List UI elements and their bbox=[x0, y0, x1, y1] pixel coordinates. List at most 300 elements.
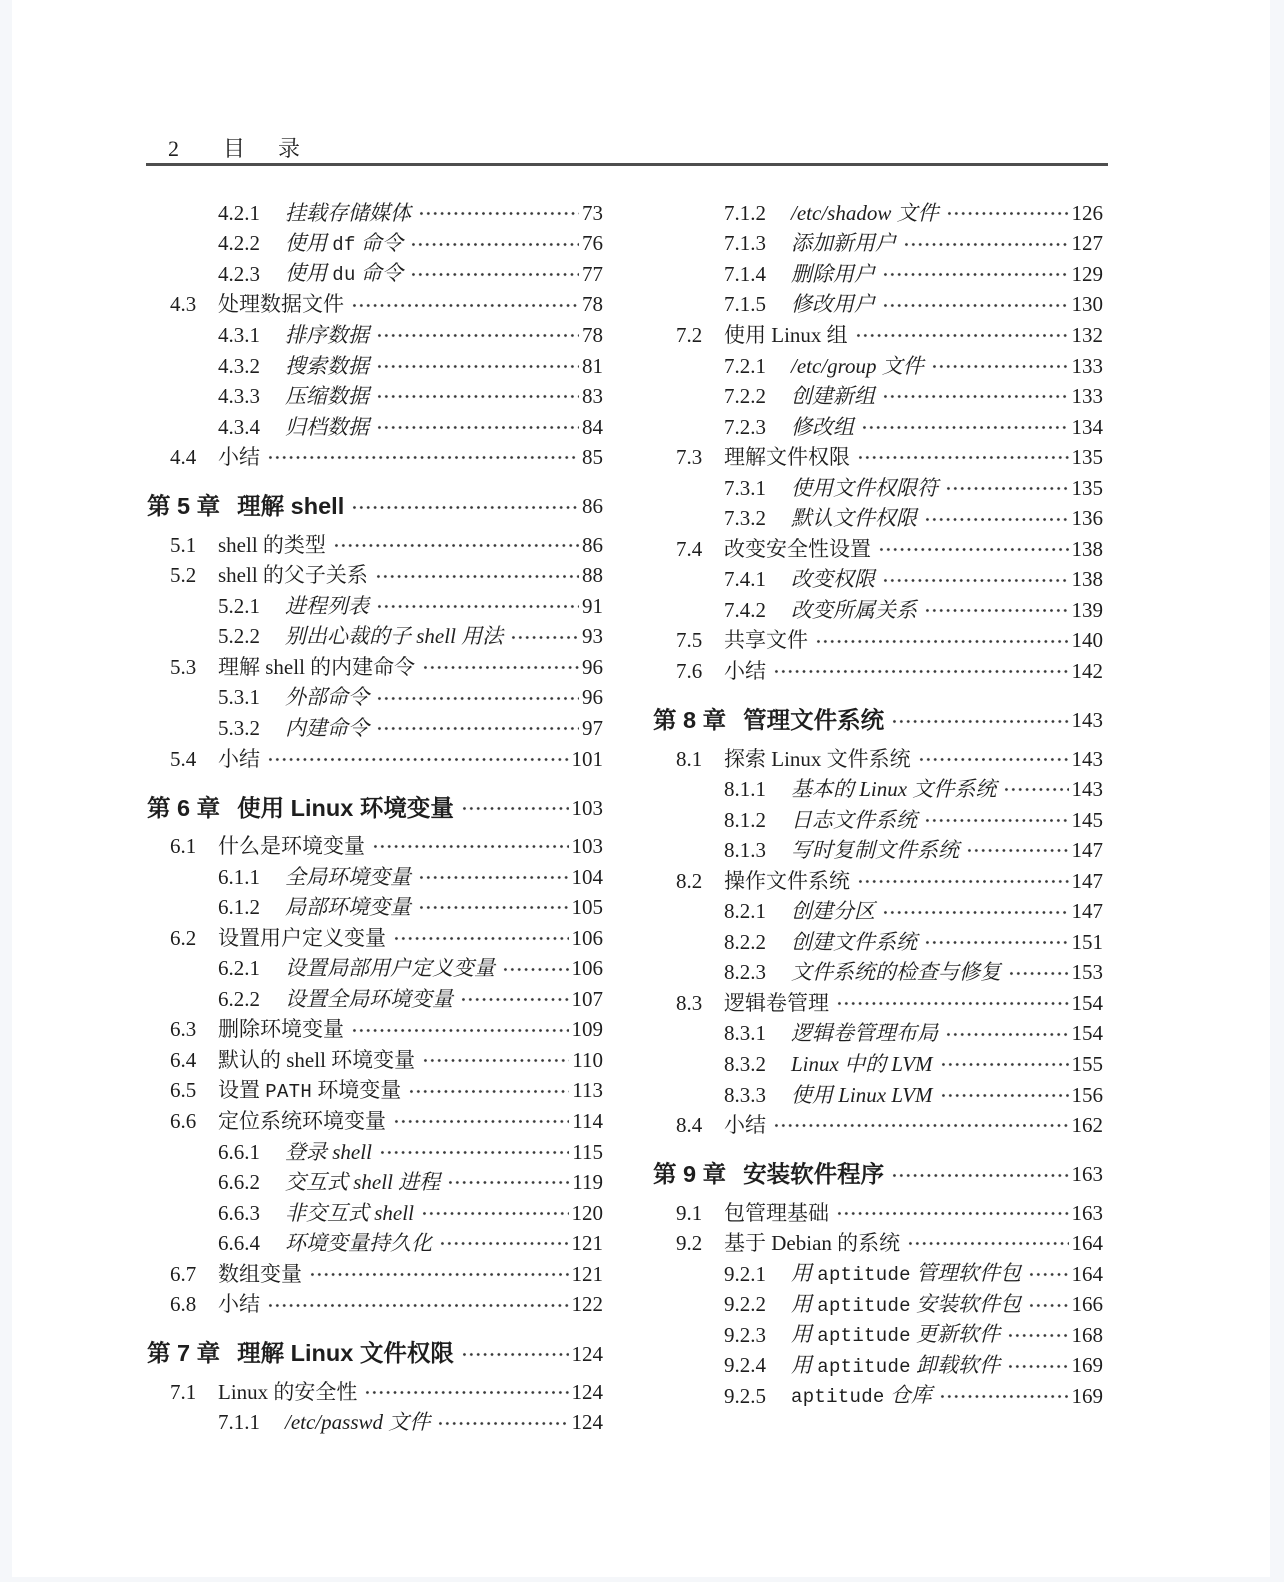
toc-entry-title: 小结 bbox=[724, 1113, 766, 1138]
header-title bbox=[223, 136, 300, 161]
toc-entry-number: 8.3.1 bbox=[724, 1021, 766, 1046]
toc-page-number: 93 bbox=[582, 624, 603, 649]
toc-leader-dots bbox=[460, 984, 569, 1015]
toc-entry-title: 局部环境变量 bbox=[285, 895, 411, 920]
toc-row bbox=[652, 1198, 1103, 1229]
toc-entry-title: 添加新用户 bbox=[791, 231, 896, 256]
toc-page-number: 91 bbox=[582, 593, 603, 618]
toc-page-number: 154 bbox=[1071, 1021, 1103, 1046]
toc-entry-title: 用 aptitude 卸载软件 bbox=[791, 1352, 1001, 1378]
toc-page-number: 107 bbox=[571, 986, 603, 1011]
toc-entry-number: 4.2.3 bbox=[218, 261, 260, 286]
toc-page-number: 135 bbox=[1071, 445, 1103, 470]
toc-entry-number: 6.1 bbox=[170, 834, 197, 859]
toc-row bbox=[146, 591, 603, 622]
toc-row bbox=[652, 927, 1103, 958]
toc-entry-number: 7.2.3 bbox=[724, 414, 766, 439]
toc-entry-number: 7.1.2 bbox=[724, 200, 766, 225]
toc-row bbox=[146, 381, 603, 412]
toc-page-number: 124 bbox=[571, 1379, 603, 1404]
toc-leader-dots bbox=[924, 927, 1069, 958]
toc-row bbox=[146, 1259, 603, 1290]
toc-entry-number: 8.3.2 bbox=[724, 1051, 766, 1076]
inline-code: df bbox=[332, 233, 356, 256]
toc-entry-number: 8.1 bbox=[676, 746, 703, 771]
toc-leader-dots bbox=[461, 1336, 569, 1372]
toc-entry-title: 排序数据 bbox=[285, 322, 369, 347]
toc-leader-dots bbox=[418, 198, 579, 229]
toc-leader-dots bbox=[418, 862, 569, 893]
toc-entry-number: 5.4 bbox=[170, 746, 197, 771]
toc-entry-number: 5.1 bbox=[170, 532, 197, 557]
toc-entry-title: 使用 df 命令 bbox=[285, 230, 403, 256]
toc-leader-dots bbox=[502, 953, 569, 984]
toc-entry-title: 删除用户 bbox=[791, 261, 875, 286]
toc-entry-title: 用 aptitude 管理软件包 bbox=[791, 1261, 1022, 1287]
document-page bbox=[12, 0, 1270, 1577]
toc-entry-number: 9.2.2 bbox=[724, 1292, 766, 1317]
inline-code: aptitude bbox=[791, 1386, 885, 1409]
toc-page-number: 145 bbox=[1071, 807, 1103, 832]
toc-entry-number: 7.3.2 bbox=[724, 506, 766, 531]
toc-row bbox=[146, 320, 603, 351]
header-page-number: 2 bbox=[168, 136, 179, 161]
toc-row bbox=[652, 229, 1103, 260]
toc-leader-dots bbox=[376, 381, 579, 412]
toc-page-number: 78 bbox=[582, 292, 603, 317]
toc-entry-title: 默认的 shell 环境变量 bbox=[218, 1047, 416, 1072]
toc-leader-dots bbox=[309, 1259, 569, 1290]
toc-row bbox=[652, 1259, 1103, 1290]
toc-entry-number: 7.2.2 bbox=[724, 384, 766, 409]
header-title-char: 录 bbox=[278, 136, 301, 161]
toc-leader-dots bbox=[836, 988, 1069, 1019]
toc-page-number: 81 bbox=[582, 353, 603, 378]
toc-entry-title: 登录 shell bbox=[285, 1139, 372, 1164]
toc-page-number: 126 bbox=[1071, 200, 1103, 225]
toc-row bbox=[146, 1076, 603, 1107]
toc-entry-number: 6.6.4 bbox=[218, 1231, 260, 1256]
toc-page-number: 84 bbox=[582, 414, 603, 439]
toc-row bbox=[146, 683, 603, 714]
toc-leader-dots bbox=[1028, 1290, 1068, 1321]
toc-entry-title: 什么是环境变量 bbox=[218, 834, 365, 859]
toc-leader-dots bbox=[882, 381, 1069, 412]
toc-page-number: 130 bbox=[1071, 292, 1103, 317]
toc-entry-number: 5.2.2 bbox=[218, 624, 260, 649]
toc-entry-title: 归档数据 bbox=[285, 414, 369, 439]
toc-leader-dots bbox=[945, 473, 1069, 504]
toc-entry-title: 设置用户定义变量 bbox=[218, 925, 386, 950]
toc-leader-dots bbox=[393, 1106, 569, 1137]
toc-entry-number: 7.1 bbox=[170, 1379, 197, 1404]
toc-leader-dots bbox=[1003, 774, 1068, 805]
toc-leader-dots bbox=[376, 320, 579, 351]
header-title-char: 目 bbox=[223, 136, 246, 161]
toc-row bbox=[146, 259, 603, 290]
toc-entry-title: 压缩数据 bbox=[285, 384, 369, 409]
toc-row bbox=[652, 805, 1103, 836]
toc-leader-dots bbox=[267, 1290, 569, 1321]
toc-entry-title: 修改用户 bbox=[791, 292, 875, 317]
toc-entry-title: 理解 Linux 文件权限 bbox=[237, 1340, 454, 1367]
toc-entry-title: 创建文件系统 bbox=[791, 929, 917, 954]
toc-entry-number: 6.2.1 bbox=[218, 956, 260, 981]
toc-leader-dots bbox=[1007, 1320, 1068, 1351]
toc-leader-dots bbox=[882, 565, 1069, 596]
toc-entry-title: 理解 shell bbox=[237, 493, 345, 520]
toc-leader-dots bbox=[333, 530, 579, 561]
toc-row bbox=[146, 1045, 603, 1076]
toc-leader-dots bbox=[439, 1228, 569, 1259]
toc-leader-dots bbox=[376, 351, 579, 382]
toc-page-number: 86 bbox=[582, 532, 603, 557]
toc-entry-title: 理解文件权限 bbox=[724, 445, 850, 470]
toc-entry-number: 6.6.1 bbox=[218, 1139, 260, 1164]
toc-page-number: 96 bbox=[582, 654, 603, 679]
toc-entry-title: 使用 Linux 组 bbox=[724, 322, 848, 347]
toc-page-number: 121 bbox=[571, 1261, 603, 1286]
toc-entry-number: 第 9 章 bbox=[653, 1161, 727, 1188]
toc-leader-dots bbox=[903, 229, 1069, 260]
toc-entry-title: 改变安全性设置 bbox=[724, 536, 871, 561]
toc-row bbox=[652, 896, 1103, 927]
toc-entry-number: 6.6.2 bbox=[218, 1170, 260, 1195]
toc-leader-dots bbox=[376, 713, 579, 744]
toc-entry-number: 6.3 bbox=[170, 1017, 197, 1042]
toc-entry-number: 8.2.1 bbox=[724, 899, 766, 924]
toc-entry-number: 5.3 bbox=[170, 654, 197, 679]
toc-page-number: 86 bbox=[582, 494, 603, 519]
toc-entry-number: 4.3.2 bbox=[218, 353, 260, 378]
toc-leader-dots bbox=[418, 892, 569, 923]
toc-page-number: 103 bbox=[571, 795, 603, 820]
toc-row bbox=[652, 1157, 1103, 1193]
toc-entry-number: 4.4 bbox=[170, 445, 197, 470]
toc-entry-number: 6.5 bbox=[170, 1078, 197, 1103]
toc-entry-title: 使用 du 命令 bbox=[285, 261, 403, 287]
toc-entry-number: 6.1.2 bbox=[218, 895, 260, 920]
toc-leader-dots bbox=[351, 290, 579, 321]
toc-leader-dots bbox=[408, 1076, 569, 1107]
toc-entry-title: 改变所属关系 bbox=[791, 597, 917, 622]
toc-entry-title: 非交互式 shell bbox=[285, 1200, 414, 1225]
toc-row bbox=[146, 1228, 603, 1259]
toc-page-number: 168 bbox=[1071, 1322, 1103, 1347]
toc-row bbox=[146, 412, 603, 443]
toc-leader-dots bbox=[372, 831, 569, 862]
toc-row bbox=[146, 923, 603, 954]
inline-code: aptitude bbox=[817, 1325, 911, 1348]
inline-code: du bbox=[332, 264, 356, 287]
toc-entry-number: 4.3.3 bbox=[218, 384, 260, 409]
toc-leader-dots bbox=[855, 320, 1069, 351]
toc-page-number: 163 bbox=[1071, 1162, 1103, 1187]
toc-row bbox=[146, 1198, 603, 1229]
toc-row bbox=[146, 862, 603, 893]
toc-entry-title: 小结 bbox=[218, 1292, 260, 1317]
toc-entry-title: 设置 PATH 环境变量 bbox=[218, 1077, 402, 1103]
toc-page-number: 121 bbox=[571, 1231, 603, 1256]
toc-entry-title: 删除环境变量 bbox=[218, 1017, 344, 1042]
toc-row bbox=[652, 866, 1103, 897]
toc-entry-title: 基本的 Linux 文件系统 bbox=[791, 777, 997, 802]
toc-entry-number: 8.4 bbox=[676, 1113, 703, 1138]
toc-page-number: 106 bbox=[571, 925, 603, 950]
toc-row bbox=[146, 1290, 603, 1321]
toc-page-number: 151 bbox=[1071, 929, 1103, 954]
toc-page-number: 124 bbox=[571, 1341, 603, 1366]
toc-leader-dots bbox=[939, 1381, 1069, 1412]
toc-entry-number: 4.3.1 bbox=[218, 322, 260, 347]
toc-page-number: 77 bbox=[582, 261, 603, 286]
toc-leader-dots bbox=[376, 412, 579, 443]
toc-entry-title: 定位系统环境变量 bbox=[218, 1108, 386, 1133]
toc-row bbox=[146, 560, 603, 591]
toc-entry-number: 4.3 bbox=[170, 292, 197, 317]
toc-entry-title: 小结 bbox=[218, 445, 260, 470]
toc-page-number: 154 bbox=[1071, 990, 1103, 1015]
toc-page-number: 138 bbox=[1071, 567, 1103, 592]
toc-row bbox=[146, 652, 603, 683]
toc-entry-number: 7.5 bbox=[676, 628, 703, 653]
toc-leader-dots bbox=[351, 489, 579, 525]
toc-entry-title: 基于 Debian 的系统 bbox=[724, 1231, 901, 1256]
toc-leader-dots bbox=[773, 656, 1069, 687]
toc-entry-title: 安装软件程序 bbox=[743, 1161, 885, 1188]
toc-row bbox=[652, 351, 1103, 382]
toc-entry-title: Linux 中的 LVM bbox=[791, 1051, 933, 1076]
toc-entry-title: 逻辑卷管理 bbox=[724, 990, 829, 1015]
toc-entry-number: 9.2.3 bbox=[724, 1322, 766, 1347]
toc-page-number: 106 bbox=[571, 956, 603, 981]
toc-row bbox=[146, 1106, 603, 1137]
toc-entry-title: 内建命令 bbox=[285, 715, 369, 740]
toc-leader-dots bbox=[1028, 1259, 1068, 1290]
toc-leader-dots bbox=[422, 652, 579, 683]
toc-leader-dots bbox=[857, 866, 1069, 897]
toc-entry-title: 设置局部用户定义变量 bbox=[285, 956, 495, 981]
toc-page-number: 115 bbox=[572, 1139, 603, 1164]
toc-entry-title: Linux 的安全性 bbox=[218, 1379, 358, 1404]
toc-leader-dots bbox=[857, 442, 1069, 473]
toc-page-number: 147 bbox=[1071, 838, 1103, 863]
toc-leader-dots bbox=[393, 923, 569, 954]
toc-row bbox=[146, 744, 603, 775]
toc-page-number: 122 bbox=[571, 1292, 603, 1317]
toc-page-number: 132 bbox=[1071, 322, 1103, 347]
toc-entry-title: 数组变量 bbox=[218, 1261, 302, 1286]
toc-entry-title: 交互式 shell 进程 bbox=[285, 1170, 441, 1195]
toc-entry-number: 7.4 bbox=[676, 536, 703, 561]
toc-row bbox=[652, 1228, 1103, 1259]
toc-leader-dots bbox=[924, 805, 1069, 836]
toc-entry-number: 6.7 bbox=[170, 1261, 197, 1286]
toc-entry-number: 6.1.1 bbox=[218, 864, 260, 889]
toc-entry-number: 7.6 bbox=[676, 658, 703, 683]
toc-page-number: 142 bbox=[1071, 658, 1103, 683]
toc-page-number: 104 bbox=[571, 864, 603, 889]
inline-code: aptitude bbox=[817, 1264, 911, 1287]
toc-page-number: 143 bbox=[1071, 708, 1103, 733]
toc-page-number: 120 bbox=[571, 1200, 603, 1225]
inline-code: aptitude bbox=[817, 1294, 911, 1317]
toc-row bbox=[146, 229, 603, 260]
toc-entry-number: 8.3.3 bbox=[724, 1082, 766, 1107]
toc-leader-dots bbox=[410, 229, 579, 260]
toc-row bbox=[652, 703, 1103, 739]
toc-row bbox=[652, 1110, 1103, 1141]
toc-entry-title: 创建分区 bbox=[791, 899, 875, 924]
toc-entry-number: 8.2.2 bbox=[724, 929, 766, 954]
toc-row bbox=[146, 290, 603, 321]
toc-row bbox=[652, 595, 1103, 626]
toc-page-number: 97 bbox=[582, 715, 603, 740]
toc-entry-title: 挂载存储媒体 bbox=[285, 200, 411, 225]
toc-entry-number: 7.4.2 bbox=[724, 597, 766, 622]
toc-leader-dots bbox=[882, 290, 1069, 321]
toc-entry-number: 7.1.5 bbox=[724, 292, 766, 317]
toc-leader-dots bbox=[447, 1167, 569, 1198]
toc-row bbox=[652, 412, 1103, 443]
toc-page-number: 85 bbox=[582, 445, 603, 470]
toc-page-number: 83 bbox=[582, 384, 603, 409]
toc-entry-title: 包管理基础 bbox=[724, 1200, 829, 1225]
header-rule-divider bbox=[146, 163, 1108, 166]
toc-leader-dots bbox=[945, 1019, 1069, 1050]
toc-row bbox=[652, 198, 1103, 229]
toc-entry-number: 5.3.2 bbox=[218, 715, 260, 740]
toc-row bbox=[146, 1336, 603, 1372]
toc-page-number: 164 bbox=[1071, 1261, 1103, 1286]
toc-entry-number: 9.2.1 bbox=[724, 1261, 766, 1286]
toc-page-number: 76 bbox=[582, 231, 603, 256]
toc-entry-number: 8.1.1 bbox=[724, 777, 766, 802]
toc-entry-title: 小结 bbox=[218, 746, 260, 771]
toc-entry-number: 6.8 bbox=[170, 1292, 197, 1317]
toc-leader-dots bbox=[966, 835, 1069, 866]
toc-row bbox=[146, 622, 603, 653]
toc-page-number: 135 bbox=[1071, 475, 1103, 500]
toc-row bbox=[652, 744, 1103, 775]
toc-row bbox=[652, 320, 1103, 351]
toc-page-number: 139 bbox=[1071, 597, 1103, 622]
toc-entry-number: 6.2 bbox=[170, 925, 197, 950]
toc-entry-title: 小结 bbox=[724, 658, 766, 683]
toc-entry-title: 共享文件 bbox=[724, 628, 808, 653]
toc-leader-dots bbox=[422, 1045, 569, 1076]
toc-row bbox=[652, 381, 1103, 412]
toc-leader-dots bbox=[878, 534, 1069, 565]
toc-entry-number: 7.2.1 bbox=[724, 353, 766, 378]
toc-page-number: 134 bbox=[1071, 414, 1103, 439]
toc-entry-title: /etc/shadow 文件 bbox=[791, 200, 939, 225]
toc-row bbox=[652, 503, 1103, 534]
toc-entry-title: 处理数据文件 bbox=[218, 292, 344, 317]
toc-page-number: 109 bbox=[571, 1017, 603, 1042]
toc-leader-dots bbox=[882, 259, 1069, 290]
toc-row bbox=[652, 774, 1103, 805]
toc-leader-dots bbox=[437, 1408, 568, 1439]
toc-page-number: 133 bbox=[1071, 384, 1103, 409]
toc-row bbox=[652, 473, 1103, 504]
toc-entry-title: 写时复制文件系统 bbox=[791, 838, 959, 863]
toc-row bbox=[652, 958, 1103, 989]
toc-page-number: 73 bbox=[582, 200, 603, 225]
toc-entry-number: 5.2.1 bbox=[218, 593, 260, 618]
toc-leader-dots bbox=[907, 1228, 1068, 1259]
toc-page-number: 124 bbox=[571, 1410, 603, 1435]
toc-column-right bbox=[652, 198, 1103, 1412]
toc-page-number: 166 bbox=[1071, 1292, 1103, 1317]
toc-row bbox=[652, 290, 1103, 321]
toc-entry-number: 8.3 bbox=[676, 990, 703, 1015]
toc-entry-title: 默认文件权限 bbox=[791, 506, 917, 531]
toc-entry-title: 使用 Linux 环境变量 bbox=[237, 794, 454, 821]
toc-entry-title: 操作文件系统 bbox=[724, 868, 850, 893]
toc-page-number: 163 bbox=[1071, 1200, 1103, 1225]
toc-entry-number: 4.2.2 bbox=[218, 231, 260, 256]
toc-entry-title: 使用文件权限符 bbox=[791, 475, 938, 500]
toc-row bbox=[652, 1080, 1103, 1111]
toc-entry-title: 理解 shell 的内建命令 bbox=[218, 654, 416, 679]
toc-row bbox=[652, 1320, 1103, 1351]
toc-entry-title: 逻辑卷管理布局 bbox=[791, 1021, 938, 1046]
toc-row bbox=[652, 259, 1103, 290]
toc-entry-title: 设置全局环境变量 bbox=[285, 986, 453, 1011]
toc-entry-title: 用 aptitude 更新软件 bbox=[791, 1322, 1001, 1348]
toc-entry-number: 6.2.2 bbox=[218, 986, 260, 1011]
toc-page-number: 96 bbox=[582, 685, 603, 710]
toc-entry-title: 搜索数据 bbox=[285, 353, 369, 378]
toc-page-number: 113 bbox=[572, 1078, 603, 1103]
toc-row bbox=[146, 831, 603, 862]
toc-entry-number: 第 7 章 bbox=[147, 1340, 221, 1367]
toc-page-number: 155 bbox=[1071, 1051, 1103, 1076]
toc-leader-dots bbox=[861, 412, 1069, 443]
toc-page-number: 156 bbox=[1071, 1082, 1103, 1107]
toc-entry-number: 第 8 章 bbox=[653, 707, 727, 733]
toc-entry-title: 别出心裁的子 shell 用法 bbox=[285, 624, 504, 649]
toc-page-number: 162 bbox=[1071, 1113, 1103, 1138]
toc-leader-dots bbox=[931, 351, 1069, 382]
toc-page-number: 143 bbox=[1071, 777, 1103, 802]
toc-entry-number: 5.2 bbox=[170, 563, 197, 588]
toc-row bbox=[652, 534, 1103, 565]
toc-page-number: 147 bbox=[1071, 899, 1103, 924]
toc-entry-number: 6.4 bbox=[170, 1047, 197, 1072]
toc-leader-dots bbox=[1007, 1351, 1068, 1382]
toc-leader-dots bbox=[510, 622, 579, 653]
toc-entry-title: 文件系统的检查与修复 bbox=[791, 960, 1001, 985]
toc-page-number: 103 bbox=[571, 834, 603, 859]
toc-entry-number: 8.1.2 bbox=[724, 807, 766, 832]
toc-row bbox=[652, 1019, 1103, 1050]
toc-entry-title: 探索 Linux 文件系统 bbox=[724, 746, 911, 771]
toc-page-number: 105 bbox=[571, 895, 603, 920]
toc-leader-dots bbox=[773, 1110, 1069, 1141]
toc-entry-number: 8.2.3 bbox=[724, 960, 766, 985]
toc-row bbox=[146, 1408, 603, 1439]
toc-entry-number: 6.6.3 bbox=[218, 1200, 260, 1225]
toc-entry-title: 改变权限 bbox=[791, 567, 875, 592]
toc-entry-number: 7.1.1 bbox=[218, 1410, 260, 1435]
toc-entry-number: 7.3 bbox=[676, 445, 703, 470]
toc-leader-dots bbox=[924, 503, 1069, 534]
toc-entry-number: 7.1.3 bbox=[724, 231, 766, 256]
toc-entry-title: 外部命令 bbox=[285, 685, 369, 710]
toc-entry-number: 7.1.4 bbox=[724, 261, 766, 286]
